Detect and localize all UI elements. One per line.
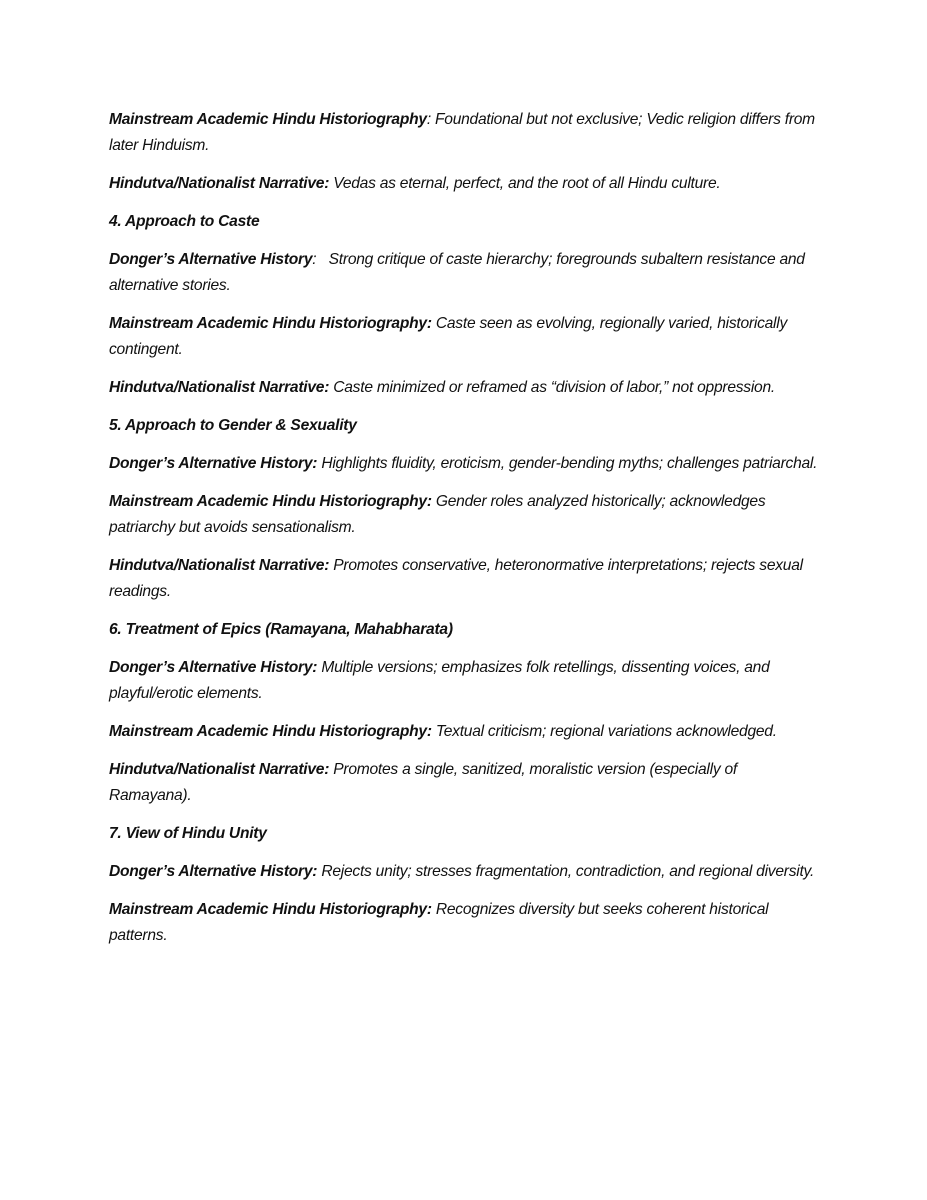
comparison-paragraph <box>109 489 821 541</box>
paragraph-label: Donger’s Alternative History: <box>109 863 318 880</box>
paragraph-text: Rejects unity; stresses fragmentation, contradiction, and regional diversity. <box>321 863 815 880</box>
paragraph-label: Donger’s Alternative History <box>109 251 313 268</box>
paragraph-text: Textual criticism; regional variations acknowledged. <box>435 723 777 740</box>
paragraph-text: Gender roles analyzed historically; acknowledges patriarchy but avoids sensationalism. <box>109 493 766 536</box>
paragraph-text: Foundational but not exclusive; Vedic religion differs from later Hinduism. <box>109 111 815 154</box>
comparison-paragraph <box>109 311 821 363</box>
document-page <box>109 107 821 961</box>
comparison-paragraph <box>109 451 821 477</box>
paragraph-label: Mainstream Academic Hindu Historiography: <box>109 315 432 332</box>
comparison-paragraph <box>109 757 821 809</box>
label-separator: : <box>312 251 329 268</box>
paragraph-label: Donger’s Alternative History: <box>109 659 318 676</box>
paragraph-text: Caste minimized or reframed as “division of labor,” not oppression. <box>333 379 775 396</box>
comparison-paragraph <box>109 553 821 605</box>
comparison-paragraph <box>109 107 821 159</box>
paragraph-label: Mainstream Academic Hindu Historiography: <box>109 493 432 510</box>
paragraph-text: Multiple versions; emphasizes folk retellings, dissenting voices, and playful/erotic elements. <box>109 659 770 702</box>
comparison-paragraph <box>109 171 821 197</box>
paragraph-label: Hindutva/Nationalist Narrative: <box>109 379 330 396</box>
paragraph-text: Strong critique of caste hierarchy; foregrounds subaltern resistance and alternative stories. <box>109 251 805 294</box>
paragraph-label: Hindutva/Nationalist Narrative: <box>109 557 330 574</box>
comparison-paragraph <box>109 719 821 745</box>
label-separator: : <box>426 111 435 128</box>
paragraph-text: Promotes a single, sanitized, moralistic version (especially of Ramayana). <box>109 761 737 804</box>
comparison-paragraph <box>109 859 821 885</box>
paragraph-label: Mainstream Academic Hindu Historiography <box>109 111 427 128</box>
paragraph-text: Caste seen as evolving, regionally varied, historically contingent. <box>109 315 788 358</box>
paragraph-text: Promotes conservative, heteronormative interpretations; rejects sexual readings. <box>109 557 803 600</box>
paragraph-label: Hindutva/Nationalist Narrative: <box>109 175 330 192</box>
section-heading: 7. View of Hindu Unity <box>109 825 267 842</box>
comparison-paragraph <box>109 247 821 299</box>
paragraph-label: Hindutva/Nationalist Narrative: <box>109 761 330 778</box>
paragraph-text: Vedas as eternal, perfect, and the root of all Hindu culture. <box>333 175 721 192</box>
paragraph-label: Donger’s Alternative History: <box>109 455 318 472</box>
paragraph-label: Mainstream Academic Hindu Historiography: <box>109 901 432 918</box>
comparison-paragraph <box>109 655 821 707</box>
section-heading: 6. Treatment of Epics (Ramayana, Mahabharata) <box>109 621 453 638</box>
comparison-paragraph <box>109 897 821 949</box>
paragraph-text: Recognizes diversity but seeks coherent historical patterns. <box>109 901 769 944</box>
section-heading: 5. Approach to Gender & Sexuality <box>109 417 357 434</box>
paragraph-text: Highlights fluidity, eroticism, gender-bending myths; challenges patriarchal. <box>321 455 818 472</box>
paragraph-label: Mainstream Academic Hindu Historiography: <box>109 723 432 740</box>
section-heading: 4. Approach to Caste <box>109 213 260 230</box>
comparison-paragraph <box>109 375 821 401</box>
